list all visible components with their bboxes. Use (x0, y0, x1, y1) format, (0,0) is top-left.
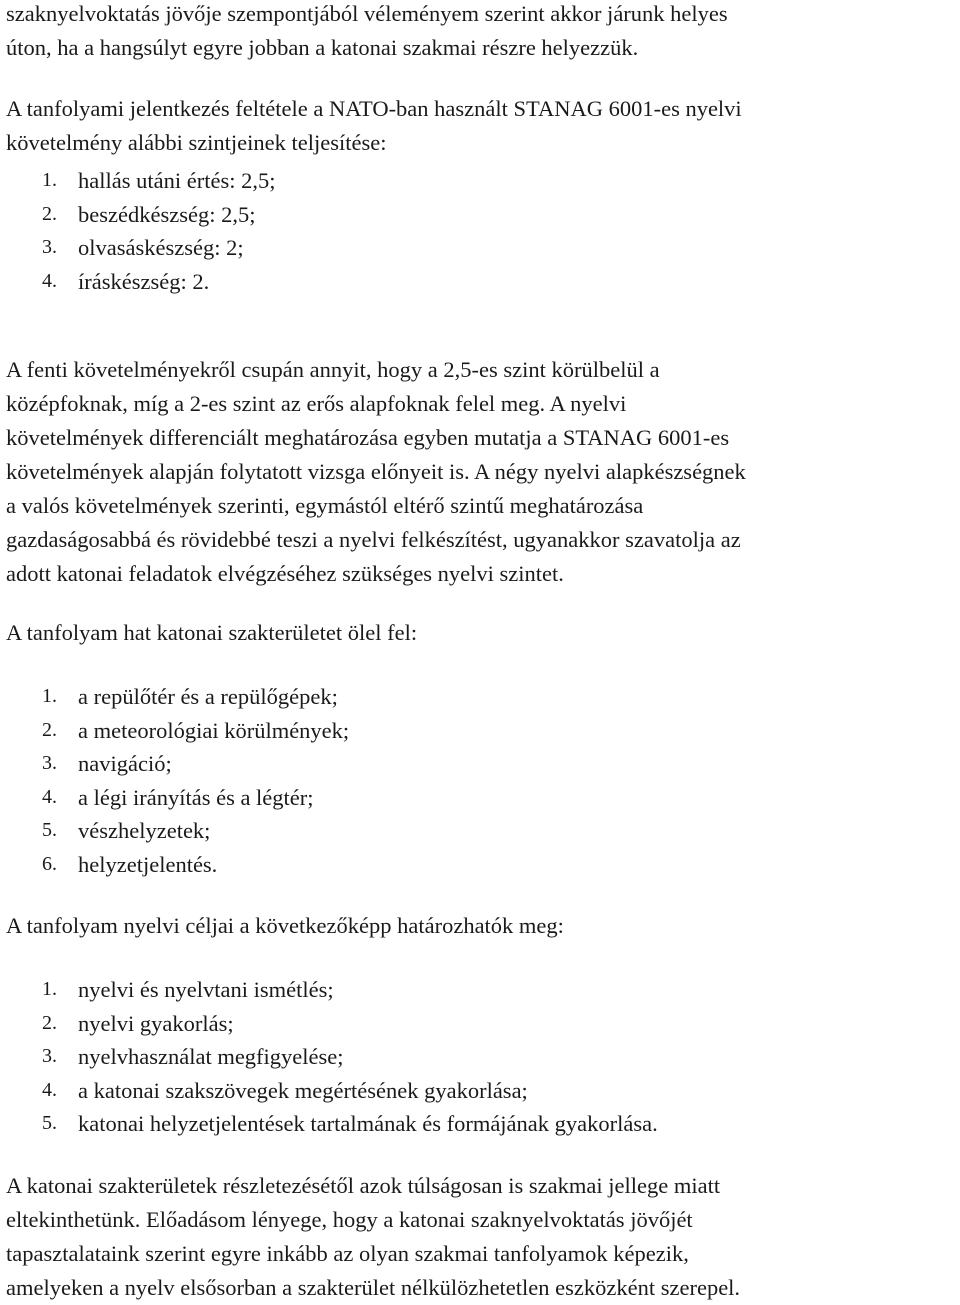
text-line: követelmények differenciált meghatározása egyben mutatja a STANAG 6001-es (6, 425, 730, 450)
stanag-levels-list (6, 164, 275, 298)
language-goals-list (6, 973, 658, 1141)
list-item (6, 1040, 658, 1074)
list-item (6, 814, 349, 848)
list-text: vészhelyzetek; (78, 818, 211, 843)
list-text: hallás utáni értés: 2,5; (78, 168, 276, 193)
list-number: 1. (42, 978, 57, 1000)
list-number: 3. (42, 236, 57, 258)
list-text: íráskészség: 2. (78, 268, 210, 294)
paragraph-6 (6, 1169, 740, 1305)
list-item (6, 973, 658, 1007)
list-item (6, 781, 349, 815)
list-item (6, 231, 275, 265)
text-line: a valós követelmények szerinti, egymástól eltérő szintű meghatározása (6, 493, 644, 518)
list-number: 2. (42, 202, 57, 225)
list-number: 4. (42, 269, 57, 292)
list-number: 5. (42, 1112, 57, 1134)
specialty-areas-list (6, 680, 349, 881)
text-line: A fenti követelményekről csupán annyit, hogy a 2,5-es szint körülbelül a (6, 357, 660, 382)
list-item (6, 747, 349, 781)
list-item (6, 1107, 658, 1141)
list-text: helyzetjelentés. (78, 851, 218, 877)
text-line: tapasztalataink szerint egyre inkább az olyan szakmai tanfolyamok képezik, (6, 1241, 689, 1266)
paragraph-3 (6, 353, 746, 591)
text-line: A tanfolyami jelentkezés feltétele a NATO-ban használt STANAG 6001-es nyelvi (6, 96, 742, 121)
list-text: a légi irányítás és a légtér; (78, 784, 314, 810)
list-item (6, 1074, 658, 1108)
paragraph-1 (6, 0, 728, 65)
list-number: 6. (42, 852, 57, 875)
list-text: olvasáskészség: 2; (78, 235, 244, 260)
text-line: A tanfolyam nyelvi céljai a következőképp határozhatók meg: (6, 913, 564, 938)
text-line: adott katonai feladatok elvégzéséhez szükséges nyelvi szintet. (6, 561, 564, 586)
text-line: szaknyelvoktatás jövője szempontjából véleményem szerint akkor járunk helyes (6, 1, 728, 26)
text-line: követelmény alábbi szintjeinek teljesítése: (6, 130, 387, 155)
text-line: középfoknak, míg a 2-es szint az erős alapfoknak felel meg. A nyelvi (6, 391, 627, 416)
list-item (6, 1007, 658, 1041)
text-line: A katonai szakterületek részletezésétől azok túlságosan is szakmai jellege miatt (6, 1173, 721, 1198)
paragraph-5 (6, 909, 564, 943)
list-text: a katonai szakszövegek megértésének gyakorlása; (78, 1077, 528, 1103)
paragraph-4 (6, 616, 417, 650)
list-item (6, 714, 349, 748)
list-text: beszédkészség: 2,5; (78, 201, 256, 227)
list-item (6, 848, 349, 882)
list-number: 2. (42, 1011, 57, 1034)
list-number: 2. (42, 718, 57, 741)
text-line: követelmények alapján folytatott vizsga előnyeit is. A négy nyelvi alapkészségnek (6, 459, 746, 484)
text-line: amelyeken a nyelv elsősorban a szakterület nélkülözhetetlen eszközként szerepel. (6, 1275, 741, 1300)
text-line: eltekinthetünk. Előadásom lényege, hogy a katonai szaknyelvoktatás jövőjét (6, 1207, 693, 1232)
list-text: a repülőtér és a repülőgépek; (78, 684, 338, 709)
list-text: katonai helyzetjelentések tartalmának és formájának gyakorlása. (78, 1111, 658, 1136)
list-number: 4. (42, 785, 57, 808)
list-item (6, 265, 275, 299)
text-line: gazdaságosabbá és rövidebbé teszi a nyelvi felkészítést, ugyanakkor szavatolja az (6, 527, 741, 552)
text-line: úton, ha a hangsúlyt egyre jobban a katonai szakmai részre helyezzük. (6, 35, 639, 60)
list-text: a meteorológiai körülmények; (78, 717, 350, 743)
list-item (6, 198, 275, 232)
text-line: A tanfolyam hat katonai szakterületet ölel fel: (6, 620, 418, 645)
list-text: nyelvi gyakorlás; (78, 1010, 234, 1036)
list-number: 4. (42, 1078, 57, 1101)
list-number: 3. (42, 1045, 57, 1067)
list-text: nyelvi és nyelvtani ismétlés; (78, 977, 334, 1002)
paragraph-2 (6, 92, 742, 160)
list-item (6, 680, 349, 714)
list-text: nyelvhasználat megfigyelése; (78, 1044, 344, 1069)
list-number: 5. (42, 819, 57, 841)
list-number: 1. (42, 685, 57, 707)
list-text: navigáció; (78, 751, 172, 776)
list-number: 3. (42, 752, 57, 774)
list-item (6, 164, 275, 198)
list-number: 1. (42, 169, 57, 191)
